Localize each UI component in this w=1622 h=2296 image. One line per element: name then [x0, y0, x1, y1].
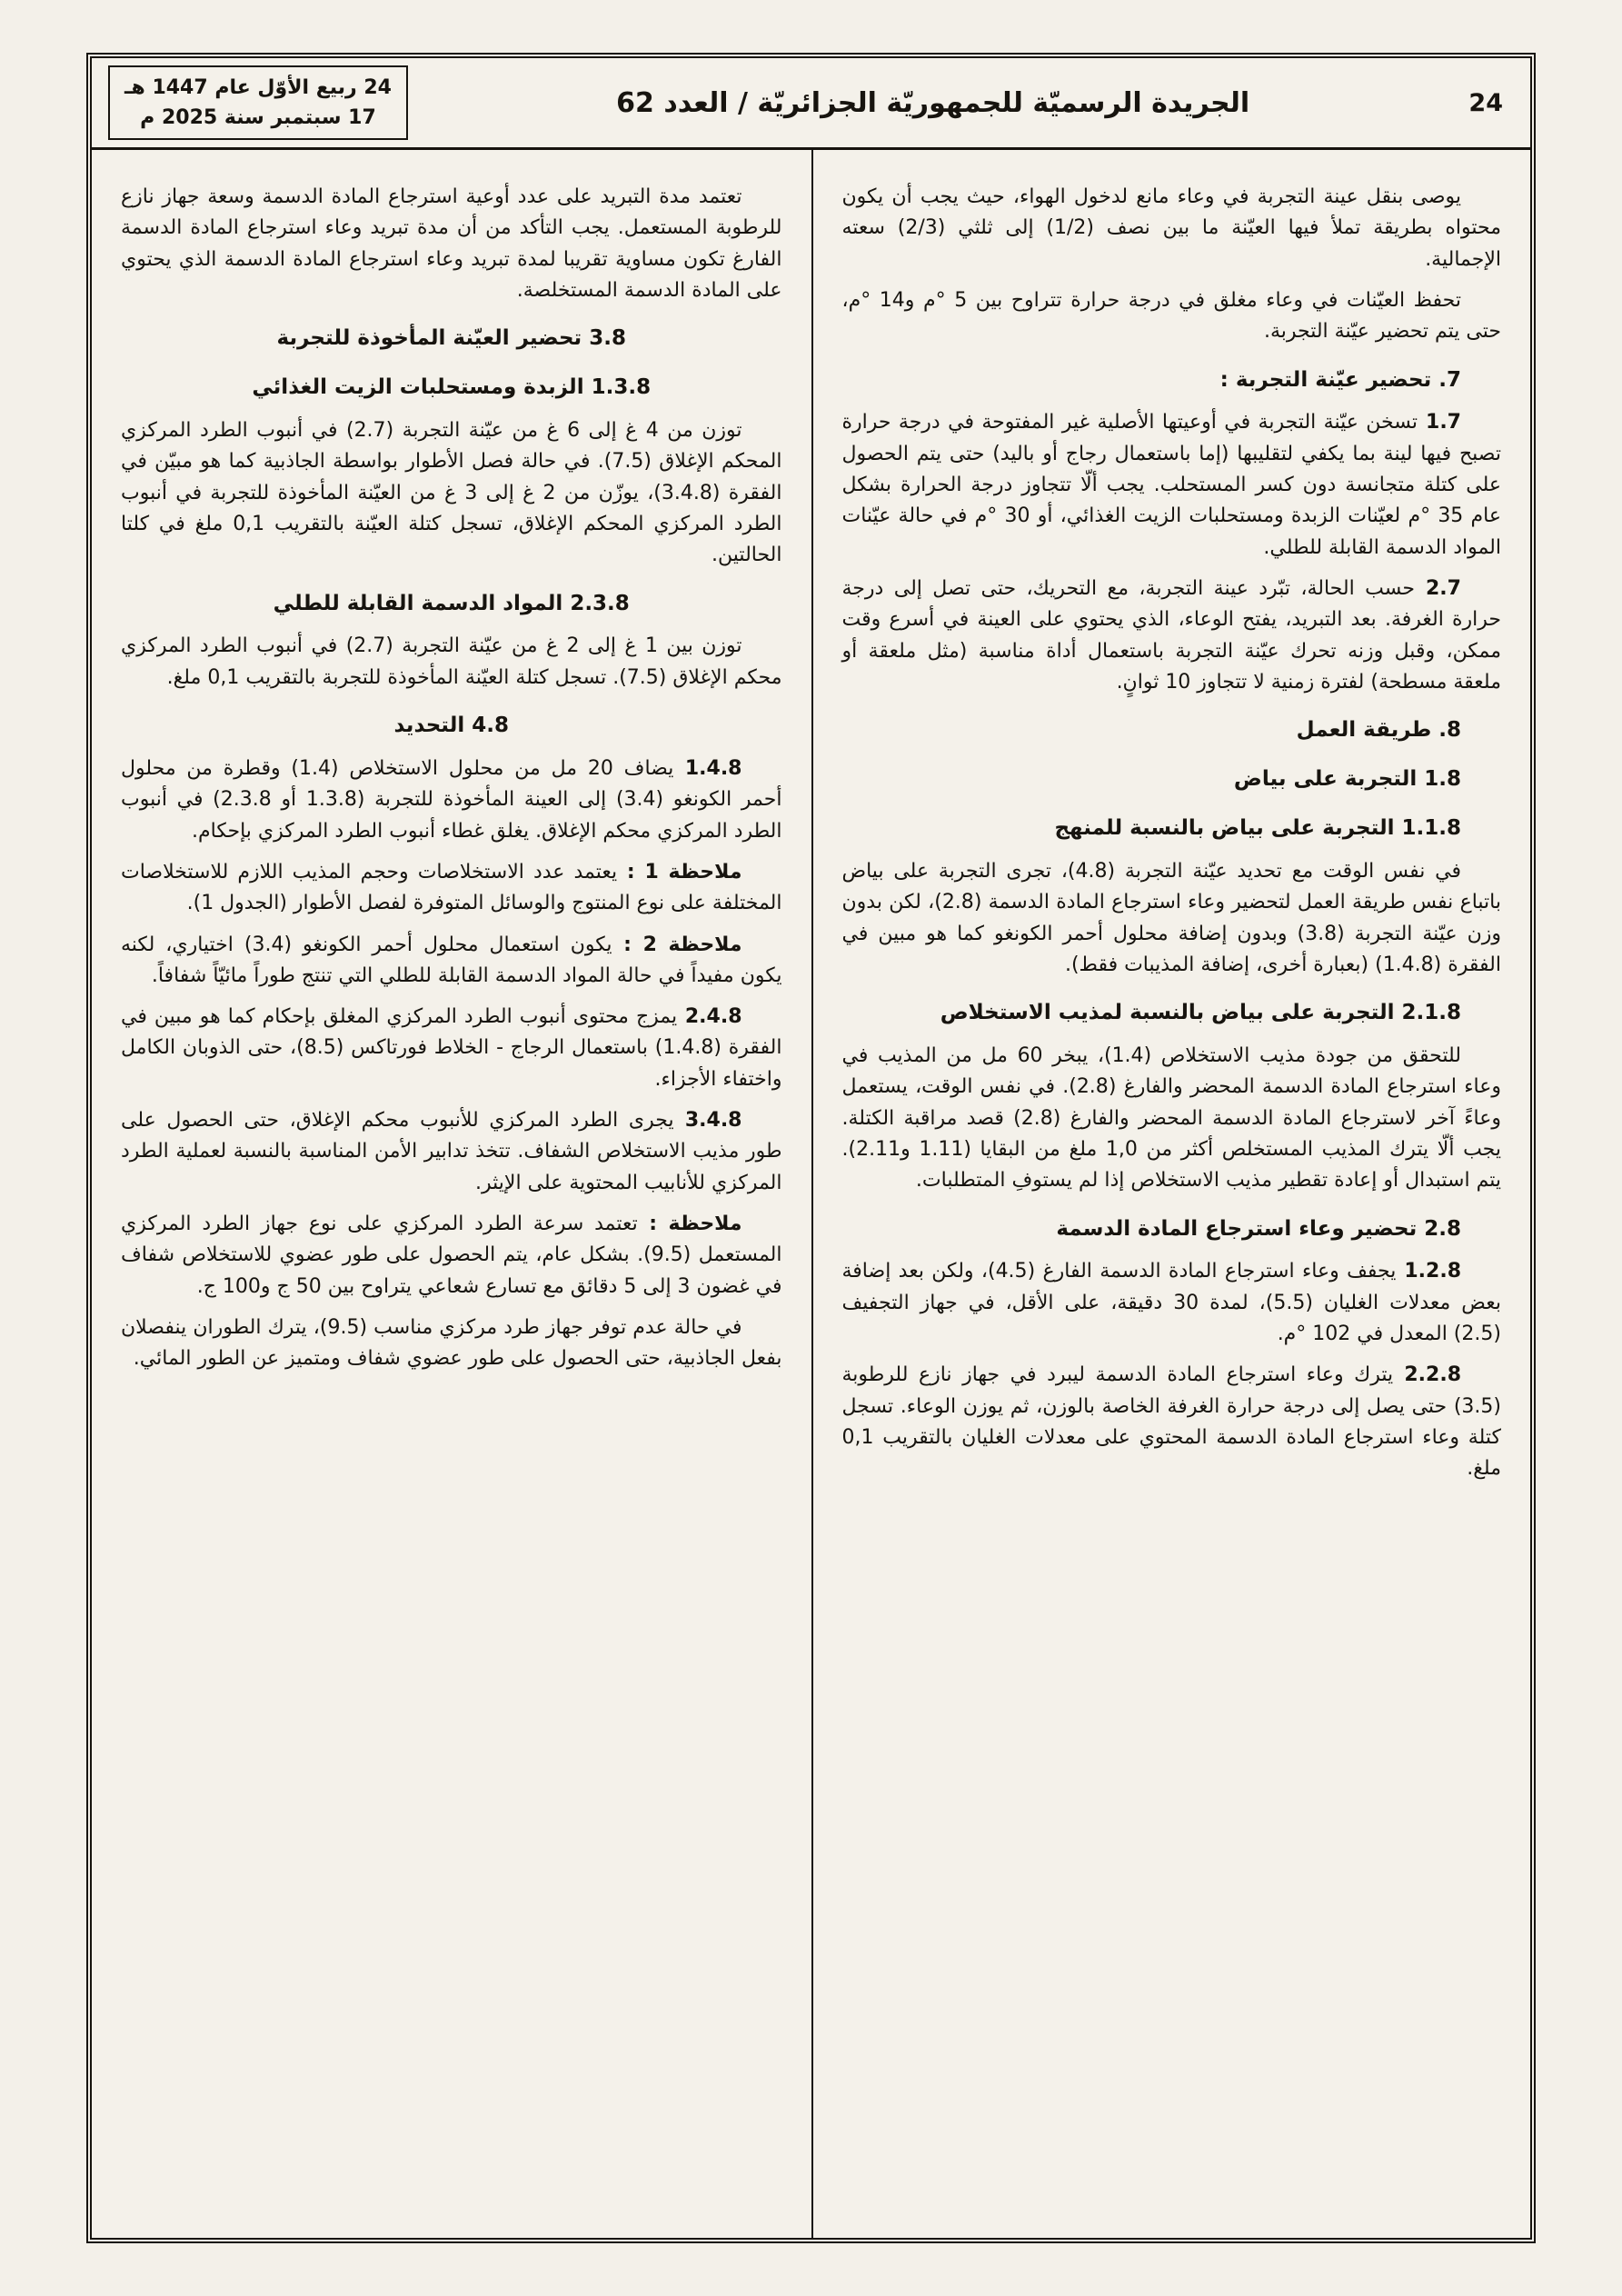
body-paragraph: تحفظ العيّنات في وعاء مغلق في درجة حرارة تتراوح بين 5 °م و14 °م، حتى يتم تحضير عيّنة التجربة. — [841, 288, 1501, 344]
page-number: 24 — [1468, 88, 1503, 117]
body-columns — [92, 150, 1530, 2238]
date-box — [108, 65, 408, 140]
paragraph-number: 3.4.8 — [673, 1109, 742, 1133]
body-paragraph: تعتمد مدة التبريد على عدد أوعية استرجاع المادة الدسمة وسعة جهاز نازع للرطوبة المستعمل. يجب التأكد من أن مدة تبريد وعاء استرجاع المادة الدسمة الفارغ تكون مساوية تقريبا لمدة تبريد وعاء استرجاع المادة الدسمة الذي يحتوي على المادة الدسمة المستخلصة. — [121, 185, 782, 302]
body-paragraph: يوصى بنقل عينة التجربة في وعاء مانع لدخول الهواء، حيث يجب أن يكون محتواه بطريقة تملأ فيها العيّنة ما بين نصف (1/2) إلى ثلثي (2/3) سعته الإجمالية. — [841, 185, 1501, 271]
paragraph-number: ملاحظة 2 : — [612, 933, 742, 956]
paragraph-number: ملاحظة 1 : — [617, 860, 742, 883]
section-heading: 2.1.8 التجربة على بياض بالنسبة لمذيب الاستخلاص — [940, 1001, 1461, 1025]
numbered-paragraph: 2.2.8 يترك وعاء استرجاع المادة الدسمة ليبرد في جهاز نازع للرطوبة (3.5) حتى يصل إلى درجة حرارة الغرفة الخاصة بالوزن، ثم يوزن الوعاء. تسجل كتلة وعاء استرجاع المادة الدسمة المحتوي على معدلات الغليان بالتقريب 0,1 ملغ. — [841, 1363, 1501, 1481]
section-heading: 2.3.8 المواد الدسمة القابلة للطلي — [273, 591, 630, 615]
hijri-date: 24 ربيع الأوّل عام 1447 هـ — [124, 76, 392, 99]
paragraph-number: 1.4.8 — [673, 756, 742, 780]
paragraph-number: 1.7 — [1417, 411, 1461, 434]
paragraph-number: 2.7 — [1414, 577, 1461, 600]
paragraph-number: 1.2.8 — [1396, 1260, 1461, 1283]
section-heading: 3.8 تحضير العيّنة المأخوذة للتجربة — [276, 326, 626, 351]
numbered-paragraph: 1.2.8 يجفف وعاء استرجاع المادة الدسمة الفارغ (4.5)، ولكن بعد إضافة بعض معدلات الغليان (5.5)، لمدة 30 دقيقة، على الأقل، في جهاز التجفيف (2.5) المعدل في 102 °م. — [841, 1260, 1501, 1346]
left-column — [92, 150, 811, 2238]
page-header — [92, 58, 1530, 150]
section-heading: 1.8 التجربة على بياض — [1233, 767, 1461, 792]
journal-title: الجريدة الرسميّة للجمهوريّة الجزائريّة / العدد 62 — [616, 86, 1250, 119]
paragraph-number: 2.2.8 — [1393, 1363, 1461, 1387]
section-heading: 1.1.8 التجربة على بياض بالنسبة للمنهج — [1054, 816, 1461, 840]
note-paragraph: ملاحظة : تعتمد سرعة الطرد المركزي على نوع جهاز الطرد المركزي المستعمل (9.5). بشكل عام، يتم الحصول على طور عضوي للاستخلاص شفاف في غضون 3 إلى 5 دقائق مع تسارع شعاعي يتراوح بين 50 ج و100 ج. — [121, 1213, 782, 1298]
numbered-paragraph: 2.4.8 يمزج محتوى أنبوب الطرد المركزي المغلق بإحكام كما هو مبين في الفقرة (1.4.8) باستعمال الرجاج - الخلاط فورتاكس (8.5)، حتى الذوبان الكامل واختفاء الأجزاء. — [121, 1005, 782, 1091]
numbered-paragraph: 3.4.8 يجرى الطرد المركزي للأنبوب محكم الإغلاق، حتى الحصول على طور مذيب الاستخلاص الشفاف. تتخذ تدابير الأمن المناسبة بالنسبة لعملية الطرد المركزي للأنابيب المحتوية على الإيثر. — [121, 1109, 782, 1194]
page-frame — [86, 53, 1536, 2243]
body-paragraph: توزن بين 1 غ إلى 2 غ من عيّنة التجربة (2.7) في أنبوب الطرد المركزي محكم الإغلاق (7.5). تسجل كتلة العيّنة المأخوذة للتجربة بالتقريب 0,1 ملغ. — [121, 634, 782, 689]
paragraph-number: ملاحظة : — [637, 1213, 742, 1235]
numbered-paragraph: 2.7 حسب الحالة، تبّرد عينة التجربة، مع التحريك، حتى تصل إلى درجة حرارة الغرفة. بعد التبريد، يفتح الوعاء، الذي يحتوي على العينة في أسرع وقت ممكن، وقبل وزنه تحرك عيّنة التجربة باستعمال أداة مناسبة (مثل ملعقة أو ملعقة مسطحة) لفترة زمنية لا تتجاوز 10 ثوانٍ. — [841, 577, 1501, 694]
gregorian-date: 17 سبتمبر سنة 2025 م — [140, 106, 376, 129]
body-paragraph: في حالة عدم توفر جهاز طرد مركزي مناسب (9.5)، يترك الطوران ينفصلان بفعل الجاذبية، حتى الحصول على طور عضوي شفاف ومتميز عن الطور المائي. — [121, 1315, 782, 1371]
section-heading: 4.8 التحديد — [393, 714, 509, 738]
body-paragraph: في نفس الوقت مع تحديد عيّنة التجربة (4.8)، تجرى التجربة على بياض باتباع نفس طريقة العمل لتحضير وعاء استرجاع المادة الدسمة (2.8)، لكن بدون وزن عيّنة التجربة (3.8) وبدون إضافة محلول أحمر الكونغو كما هو مبين في الفقرة (1.4.8) (بعبارة أخرى، إضافة المذيبات فقط). — [841, 859, 1501, 976]
note-paragraph: ملاحظة 1 : يعتمد عدد الاستخلاصات وحجم المذيب اللازم للاستخلاصات المختلفة على نوع المنتوج والوسائل المتوفرة لفصل الأطوار (الجدول 1). — [121, 860, 782, 915]
body-paragraph: توزن من 4 غ إلى 6 غ من عيّنة التجربة (2.7) في أنبوب الطرد المركزي المحكم الإغلاق (7.5). في حالة فصل الأطوار بواسطة الجاذبية كما هو مبيّن في الفقرة (3.4.8)، يوزّن من 2 غ إلى 3 غ من العيّنة المأخوذة للتجربة في أنبوب الطرد المركزي المحكم الإغلاق، تسجل كتلة العيّنة بالتقريب 0,1 ملغ في كلتا الحالتين. — [121, 419, 782, 567]
right-column — [811, 150, 1531, 2238]
numbered-paragraph: 1.7 تسخن عيّنة التجربة في أوعيتها الأصلية غير المفتوحة في درجة حرارة تصبح فيها لينة بما يكفي لتقليبها (إما باستعمال رجاج أو باليد) حتى يتم الحصول على كتلة متجانسة دون كسر المستحلب. يجب ألّا تتجاوز درجة الحرارة بشكل عام 35 °م لعيّنات الزبدة ومستحلبات الزيت الغذائي، أو 30 °م في حالة عيّنات المواد الدسمة القابلة للطلي. — [841, 411, 1501, 559]
section-heading: 2.8 تحضير وعاء استرجاع المادة الدسمة — [1056, 1216, 1461, 1241]
section-heading: 7. تحضير عيّنة التجربة : — [1219, 367, 1461, 392]
paragraph-number: 2.4.8 — [677, 1005, 742, 1029]
section-heading: 8. طريقة العمل — [1296, 718, 1461, 743]
numbered-paragraph: 1.4.8 يضاف 20 مل من محلول الاستخلاص (1.4) وقطرة من محلول أحمر الكونغو (3.4) إلى العينة المأخوذة للتجربة (1.3.8 أو 2.3.8) في أنبوب الطرد المركزي محكم الإغلاق. يغلق غطاء أنبوب الطرد المركزي بإحكام. — [121, 756, 782, 843]
body-paragraph: للتحقق من جودة مذيب الاستخلاص (1.4)، يبخر 60 مل من المذيب في وعاء استرجاع المادة الدسمة المحضر والفارغ (2.8). في نفس الوقت، يستعمل وعاءً آخر لاسترجاع المادة الدسمة المحضر والفارغ (2.8) قصد مراقبة الكتلة. يجب ألّا يترك المذيب المستخلص أكثر من 1,0 ملغ من البقايا (1.11 و2.11). يتم استبدال أو إعادة تقطير مذيب الاستخلاص إذا لم يستوفِ المتطلبات. — [841, 1044, 1502, 1193]
section-heading: 1.3.8 الزبدة ومستحلبات الزيت الغذائي — [252, 375, 652, 400]
note-paragraph: ملاحظة 2 : يكون استعمال محلول أحمر الكونغو (3.4) اختياري، لكنه يكون مفيداً في حالة المواد الدسمة القابلة للطلي التي تنتج طوراً مائيّاً شفافاً. — [121, 933, 782, 987]
